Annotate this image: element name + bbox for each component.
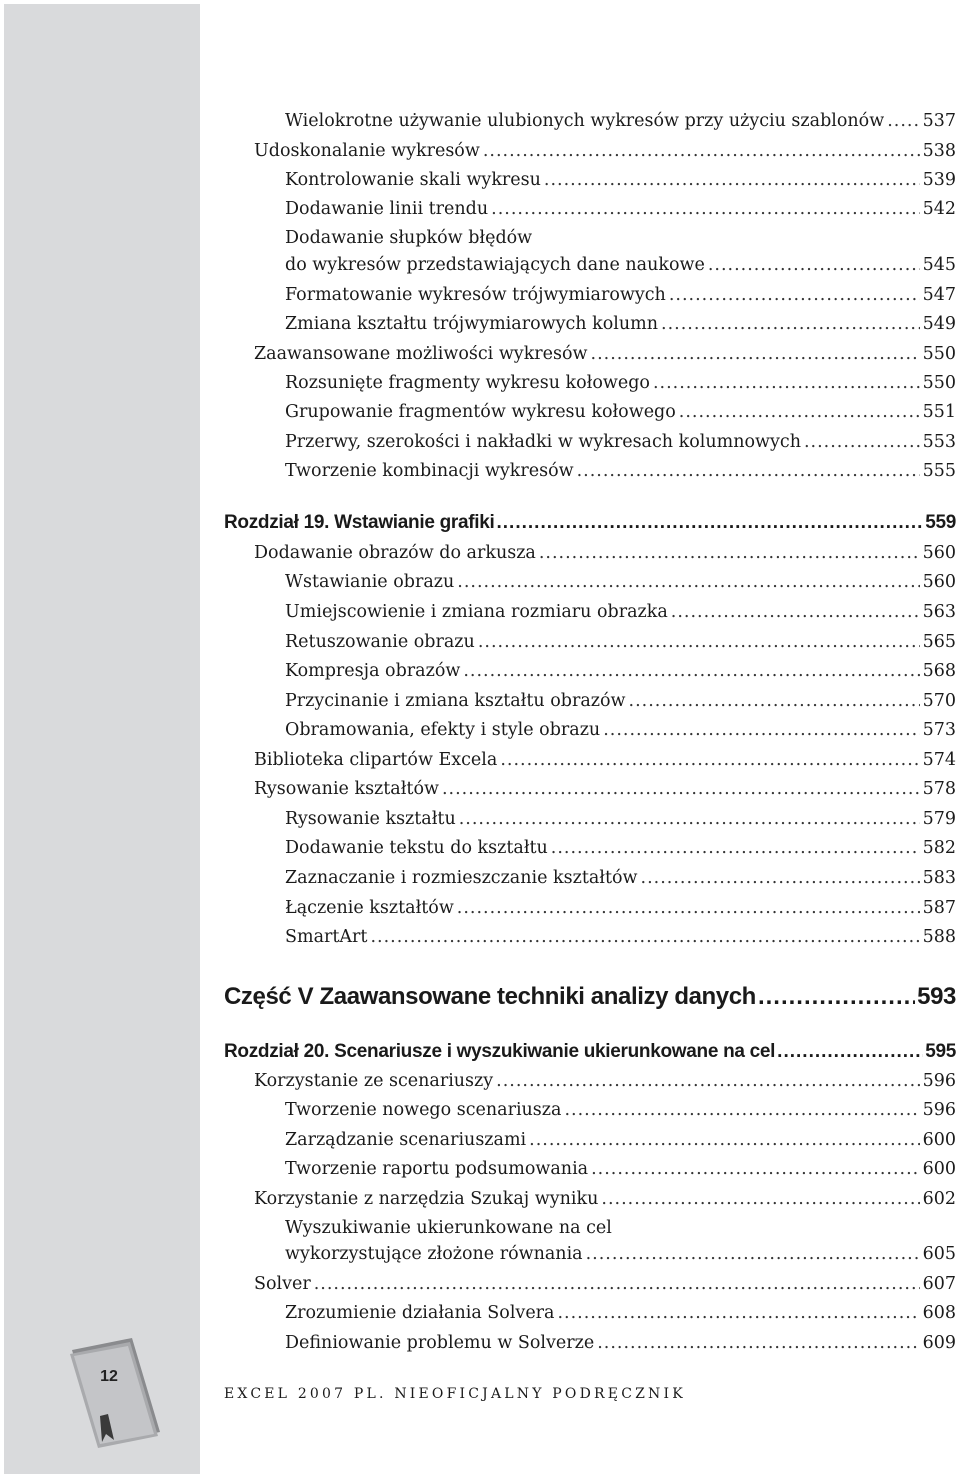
toc-entry: Definiowanie problemu w Solverze ..... 609 — [285, 1332, 956, 1354]
toc-entry: Tworzenie raportu podsumowania ..... 600 — [285, 1158, 956, 1180]
toc-entry: SmartArt ..... 588 — [285, 926, 956, 948]
toc-entry: Biblioteka clipartów Excela ..... 574 — [254, 749, 956, 771]
toc-entry: Przycinanie i zmiana kształtu obrazów ..... 570 — [285, 690, 956, 712]
toc-entry: Rozsunięte fragmenty wykresu kołowego ..... 550 — [285, 372, 956, 394]
toc-entry: Wielokrotne używanie ulubionych wykresów przy użyciu szablonów ..... 537 — [285, 110, 956, 132]
toc-entry: Tworzenie kombinacji wykresów ..... 555 — [285, 460, 956, 482]
toc-entry: Kontrolowanie skali wykresu ..... 539 — [285, 169, 956, 191]
toc-entry: Zarządzanie scenariuszami ..... 600 — [285, 1129, 956, 1151]
toc-entry: Zrozumienie działania Solvera ..... 608 — [285, 1302, 956, 1324]
page-margin-bar — [4, 4, 200, 1474]
toc-entry: Solver ..... 607 — [254, 1273, 956, 1295]
toc-entry: Grupowanie fragmentów wykresu kołowego ..... 551 — [285, 401, 956, 423]
toc-entry: Korzystanie z narzędzia Szukaj wyniku ..... 602 — [254, 1188, 956, 1210]
toc-entry: Wstawianie obrazu ..... 560 — [285, 571, 956, 593]
toc-entry: Korzystanie ze scenariuszy ..... 596 — [254, 1070, 956, 1092]
book-page-icon — [70, 1336, 162, 1448]
toc-entry-line-1: Dodawanie słupków błędów — [285, 228, 533, 248]
toc-entry: Udoskonalanie wykresów ..... 538 — [254, 140, 956, 162]
toc-entry: Obramowania, efekty i style obrazu ..... 573 — [285, 719, 956, 741]
toc-entry-line-1: Wyszukiwanie ukierunkowane na cel — [285, 1218, 612, 1238]
toc-entry: Zaawansowane możliwości wykresów ..... 550 — [254, 343, 956, 365]
toc-entry: Przerwy, szerokości i nakładki w wykresach kolumnowych ..... 553 — [285, 431, 956, 453]
part-heading: Część V Zaawansowane techniki analizy danych ..... 593 — [224, 982, 956, 1012]
toc-entry: Dodawanie linii trendu ..... 542 — [285, 198, 956, 220]
toc-entry: Formatowanie wykresów trójwymiarowych ..... 547 — [285, 284, 956, 306]
page-number: 12 — [100, 1368, 118, 1385]
toc-entry: Umiejscowienie i zmiana rozmiaru obrazka ..... 563 — [285, 601, 956, 623]
chapter-heading: Rozdział 19. Wstawianie grafiki ..... 559 — [224, 511, 956, 535]
toc-entry: Łączenie kształtów ..... 587 — [285, 897, 956, 919]
toc-entry: Tworzenie nowego scenariusza ..... 596 — [285, 1099, 956, 1121]
toc-entry: Retuszowanie obrazu ..... 565 — [285, 631, 956, 653]
toc-entry: Zmiana kształtu trójwymiarowych kolumn ..... 549 — [285, 313, 956, 335]
toc-entry: Kompresja obrazów ..... 568 — [285, 660, 956, 682]
running-footer: EXCEL 2007 PL. NIEOFICJALNY PODRĘCZNIK — [224, 1386, 686, 1402]
toc-entry: Dodawanie obrazów do arkusza ..... 560 — [254, 542, 956, 564]
chapter-heading: Rozdział 20. Scenariusze i wyszukiwanie ukierunkowane na cel ..... 595 — [224, 1040, 956, 1064]
toc-entry: do wykresów przedstawiających dane naukowe ..... 545 — [285, 254, 956, 276]
toc-entry: Zaznaczanie i rozmieszczanie kształtów ..... 583 — [285, 867, 956, 889]
toc-entry: Dodawanie tekstu do kształtu ..... 582 — [285, 837, 956, 859]
toc-entry: Rysowanie kształtów ..... 578 — [254, 778, 956, 800]
toc-entry: wykorzystujące złożone równania ..... 605 — [285, 1243, 956, 1265]
toc-entry: Rysowanie kształtu ..... 579 — [285, 808, 956, 830]
